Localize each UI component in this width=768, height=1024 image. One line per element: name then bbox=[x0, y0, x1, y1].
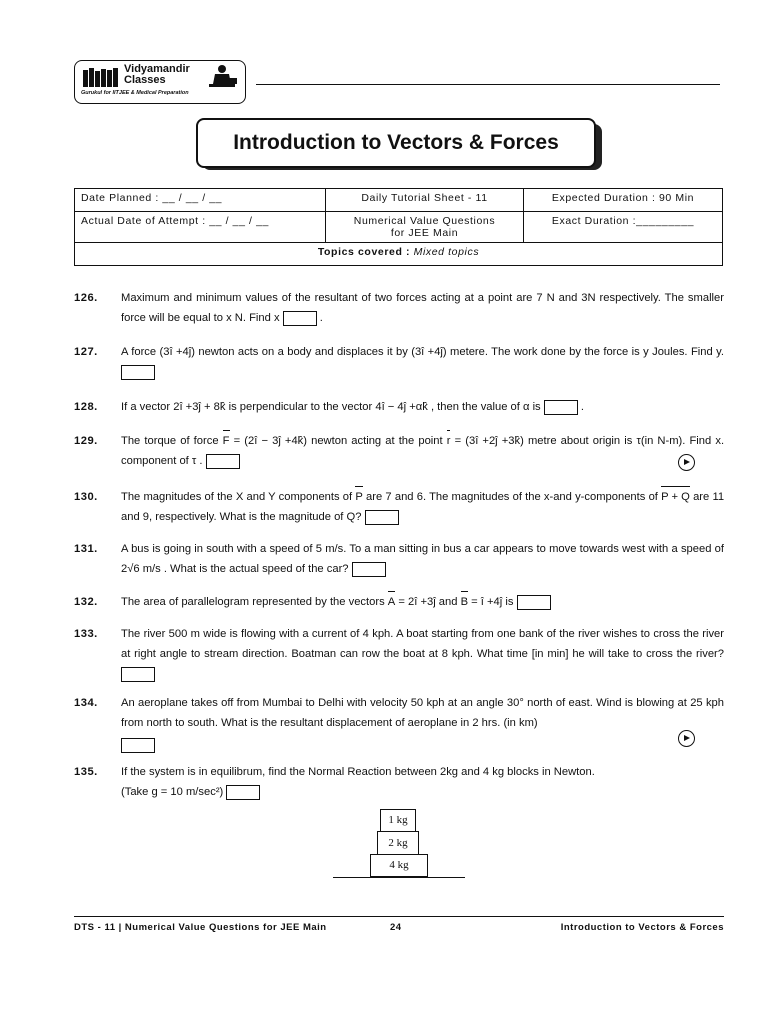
topics-covered: Topics covered : Mixed topics bbox=[75, 243, 723, 266]
play-video-icon[interactable] bbox=[678, 454, 695, 471]
logo-name: Vidyamandir Classes bbox=[124, 63, 190, 86]
books-icon bbox=[83, 68, 121, 88]
question-133: 133. The river 500 m wide is flowing with a current of 4 kph. A boat starting from one bank of the river wishes to cross the river at right angle to stream direction. Boatman can row the boat at 8 kph. What time [in min] he will take to cross the river? bbox=[74, 624, 724, 684]
answer-box[interactable] bbox=[226, 785, 260, 800]
answer-box[interactable] bbox=[517, 595, 551, 610]
question-130: 130. The magnitudes of the X and Y components of P are 7 and 6. The magnitudes of the x-and y-components of P + Q are 11 and 9, respectively. What is the magnitude of Q? bbox=[74, 487, 724, 527]
question-132: 132. The area of parallelogram represented by the vectors A = 2î +3ĵ and B = î +4ĵ is bbox=[74, 592, 724, 612]
question-129: 129. The torque of force F = (2î − 3ĵ +4k̂) newton acting at the point r = (3î +2ĵ +3k̂) metre about origin is τ(in N-m). Find x. component of τ . bbox=[74, 431, 724, 471]
date-planned: Date Planned : __ / __ / __ bbox=[75, 189, 326, 212]
answer-box[interactable] bbox=[283, 311, 317, 326]
answer-box[interactable] bbox=[544, 400, 578, 415]
student-reading-icon bbox=[205, 64, 239, 92]
play-video-icon[interactable] bbox=[678, 730, 695, 747]
question-135: 135. If the system is in equilibrum, find the Normal Reaction between 2kg and 4 kg blocks in Newton. (Take g = 10 m/sec²) bbox=[74, 766, 595, 798]
sheet-name: Daily Tutorial Sheet - 11 bbox=[326, 189, 524, 212]
answer-box[interactable] bbox=[365, 510, 399, 525]
header-rule bbox=[256, 84, 720, 85]
question-127: 127. A force (3î +4ĵ) newton acts on a body and displaces it by (3î +4ĵ) metere. The work done by the force is y Joules. Find y. bbox=[74, 342, 724, 382]
footer-right: Introduction to Vectors & Forces bbox=[560, 922, 724, 933]
info-table bbox=[74, 188, 723, 266]
answer-box[interactable] bbox=[121, 738, 155, 753]
answer-box[interactable] bbox=[121, 667, 155, 682]
block-4kg: 4 kg bbox=[370, 854, 428, 877]
answer-box[interactable] bbox=[352, 562, 386, 577]
ground-line bbox=[333, 877, 465, 878]
answer-box[interactable] bbox=[121, 365, 155, 380]
question-128: 128. If a vector 2î +3ĵ + 8k̂ is perpendicular to the vector 4î − 4ĵ +αk̂ , then the value of α is . bbox=[74, 401, 584, 413]
question-131: 131. A bus is going in south with a speed of 5 m/s. To a man sitting in bus a car appears to move towards west with a speed of 2√6 m/s . What is the actual speed of the car? bbox=[74, 543, 724, 575]
block-1kg: 1 kg bbox=[380, 809, 416, 832]
logo bbox=[74, 60, 246, 104]
exact-duration: Exact Duration :_________ bbox=[524, 212, 723, 243]
answer-box[interactable] bbox=[206, 454, 240, 469]
actual-date: Actual Date of Attempt : __ / __ / __ bbox=[75, 212, 326, 243]
footer-rule bbox=[74, 916, 724, 917]
page-title: Introduction to Vectors & Forces bbox=[196, 118, 596, 168]
page-number: 24 bbox=[390, 922, 402, 933]
question-126: 126. Maximum and minimum values of the resultant of two forces acting at a point are 7 N and 3N respectively. The smaller force will be equal to x N. Find x . bbox=[74, 292, 724, 324]
logo-tagline: Gurukul for IITJEE & Medical Preparation bbox=[81, 90, 189, 96]
footer-left: DTS - 11 | Numerical Value Questions for JEE Main bbox=[74, 922, 327, 933]
sheet-type: Numerical Value Questions for JEE Main bbox=[326, 212, 524, 243]
question-134: 134. An aeroplane takes off from Mumbai to Delhi with velocity 50 kph at an angle 30° north of east. Wind is blowing at 25 kph from north to south. What is the resultant displacement of aeroplane in 2 hrs. (in km) bbox=[74, 693, 724, 755]
expected-duration: Expected Duration : 90 Min bbox=[524, 189, 723, 212]
block-2kg: 2 kg bbox=[377, 831, 419, 855]
